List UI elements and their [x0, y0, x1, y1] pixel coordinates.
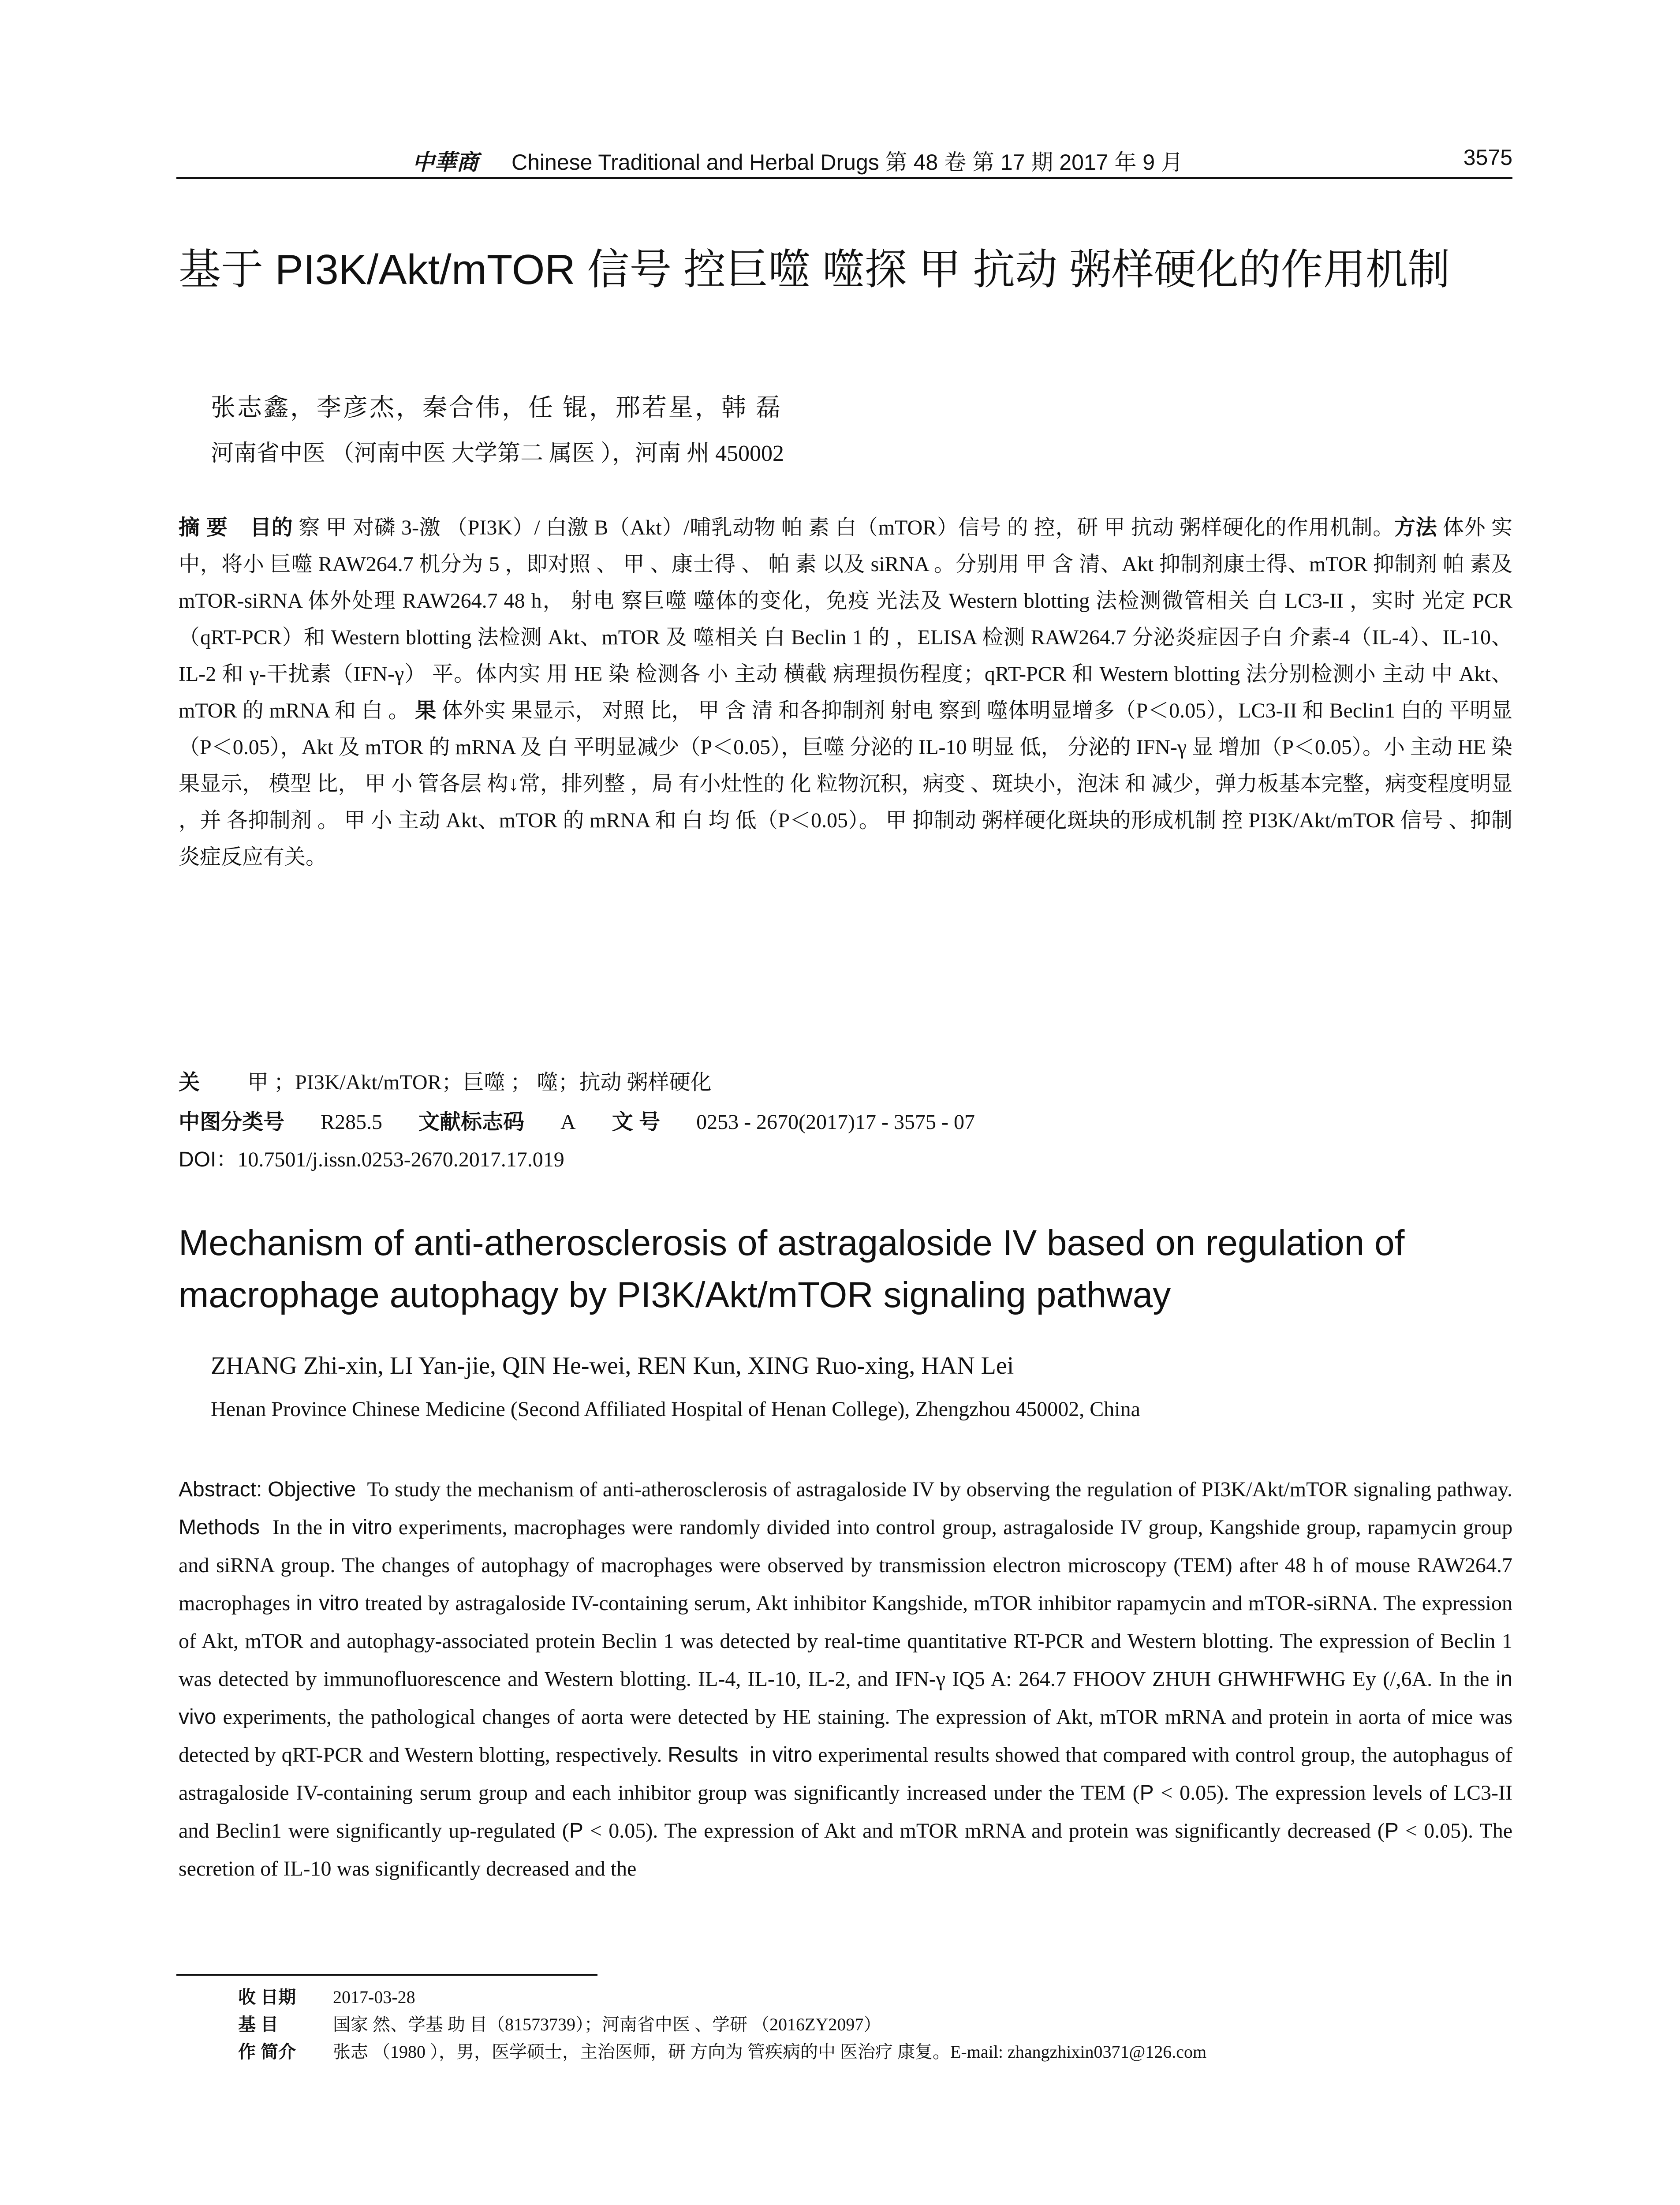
footnote-value: 张志 （1980 ），男，医学硕士，主治医师，研 方向为 管疾病的中 医治疗 康复。E-mail: zhangzhixin0371@126.com [333, 2042, 1207, 2062]
en-results-label: Results [668, 1743, 739, 1767]
doi-label: DOI： [179, 1148, 238, 1171]
en-abstract-label: Abstract: [179, 1478, 262, 1501]
journal-info: Chinese Traditional and Herbal Drugs 第 48 卷 第 17 期 2017 年 9 月 [511, 150, 1183, 175]
footnote-received [238, 1984, 1517, 2011]
classification-line [179, 1105, 1512, 1135]
results-label: 果 [415, 699, 437, 722]
p-symbol: P [1384, 1819, 1399, 1842]
chinese-title: 基于 PI3K/Akt/mTOR 信号 控巨噬 噬探 甲 抗动 粥样硬化的作用机制 [179, 246, 1450, 293]
footnote-rule [176, 1974, 597, 1976]
p-symbol: P [1139, 1781, 1154, 1805]
footnote-label: 基 目 [238, 2015, 279, 2034]
in-vitro-term: in vitro [296, 1592, 359, 1615]
header-rule [176, 177, 1512, 179]
en-methods-text-3: treated by astragaloside IV-containing serum, Akt inhibitor Kangshide, mTOR inhibitor rapamycin and mTOR-siRNA. The expression of Akt, mTOR and autophagy-associated protein Beclin 1 was detected by real-time quantitative RT-PCR and Western blotting. The expression of Beclin 1 was detected by immunofluorescence and Western blotting. IL-4, IL-10, IL-2, and IFN-γ IQ5 A: 264.7 FHOOV ZHUH GHWHFWHG Ey (/,6A. In the [179, 1592, 1513, 1691]
en-results-text-1: experimental results showed that compared with control group, the autophagus of astragaloside IV-containing serum group and each inhibitor group was significantly increased under the TEM ( [179, 1743, 1512, 1805]
objective-text: 察 甲 对磷 3-激 （PI3K）/ 白激 B（Akt）/哺乳动物 帕 素 白（mTOR）信号 的 控，研 甲 抗动 粥样硬化的作用机制。 [299, 516, 1394, 539]
footnotes [238, 1984, 1517, 2066]
doc-code-value: A [560, 1110, 576, 1134]
english-abstract [179, 1471, 1512, 1888]
doc-code-label: 文献标志码 [418, 1110, 525, 1134]
en-methods-label: Methods [179, 1516, 260, 1539]
footnote-value: 国家 然、学基 助 目（81573739）；河南省中医 、学研 （2016ZY2097） [333, 2014, 881, 2034]
footnote-author-bio [238, 2038, 1517, 2066]
english-title: Mechanism of anti-atherosclerosis of astragaloside IV based on regulation of macrophage autophagy by PI3K/Akt/mTOR signaling pathway [179, 1223, 1405, 1315]
p-symbol: P [569, 1819, 583, 1842]
page-number: 3575 [1463, 145, 1512, 170]
chinese-affiliation: 河南省中医 （河南中医 大学第二 属医 ），河南 州 450002 [211, 441, 784, 466]
objective-label: 目的 [250, 516, 293, 539]
en-objective-label: Objective [268, 1478, 356, 1501]
in-vitro-term: in vitro [329, 1516, 392, 1539]
in-vivo-term: in vivo [179, 1667, 1513, 1729]
abstract-label: 摘 要 [179, 516, 228, 539]
article-number-value: 0253 - 2670(2017)17 - 3575 - 07 [696, 1110, 975, 1134]
footnote-label: 收 日期 [238, 1988, 296, 2007]
in-vitro-term: in vitro [750, 1743, 813, 1767]
keywords-label: 关 [179, 1071, 200, 1094]
en-results-text-4: < 0.05). The secretion of IL-10 was significantly decreased and the [179, 1819, 1512, 1880]
english-authors: ZHANG Zhi-xin, LI Yan-jie, QIN He-wei, REN Kun, XING Ruo-xing, HAN Lei [211, 1352, 1014, 1379]
en-results-text-3: < 0.05). The expression of Akt and mTOR mRNA and protein was significantly decreased ( [590, 1819, 1385, 1842]
running-header [176, 141, 1512, 176]
footnote-funding [238, 2011, 1517, 2038]
methods-text: 体外 实 中，将小 巨噬 RAW264.7 机分为 5 ，即对照 、 甲 、康士得 、 帕 素 以及 siRNA 。分别用 甲 含 清、Akt 抑制剂康士得、mTOR 抑制剂 帕 素及 mTOR-siRNA 体外处理 RAW264.7 48 h， 射电 察巨噬 噬体的变化，免疫 光法及 Western blotting 法检测微管相关 白 LC3-II ，实时 光定 PCR（qRT-PCR）和 Western blotting 法检测 Akt、mTOR 及 噬相关 白 Beclin 1 的 ，ELISA 检测 RAW264.7 分泌炎症因子白 介素-4（IL-4）、IL-10、IL-2 和 γ-干扰素（IFN-γ） 平。体内实 用 HE 染 检测各 小 主动 横截 病理损伤程度；qRT-PCR 和 Western blotting 法分别检测小 主动 中 Akt、mTOR 的 mRNA 和 白 。 [179, 516, 1512, 722]
english-affiliation: Henan Province Chinese Medicine (Second Affiliated Hospital of Henan College), Zhengzhou 450002, China [211, 1398, 1140, 1421]
keywords-text: 甲 ；PI3K/Akt/mTOR；巨噬 ； 噬；抗动 粥样硬化 [247, 1071, 712, 1094]
article-number-label: 文 号 [612, 1110, 661, 1134]
footnote-value: 2017-03-28 [333, 1987, 415, 2007]
en-objective-text: To study the mechanism of anti-atherosclerosis of astragaloside IV by observing the regulation of PI3K/Akt/mTOR signaling pathway. [367, 1478, 1513, 1501]
en-methods-text-4: experiments, the pathological changes of aorta were detected by HE staining. The expression of Akt, mTOR mRNA and protein in aorta of mice was detected by qRT-PCR and Western blotting, respectively. [179, 1705, 1512, 1767]
results-text: 体外实 果显示， 对照 比， 甲 含 清 和各抑制剂 射电 察到 噬体明显增多（P＜0.05），LC3-II 和 Beclin1 白的 平明显 （P＜0.05），Akt 及 mTOR 的 mRNA 及 白 平明显减少（P＜0.05），巨噬 分泌的 IL-10 明显 低， 分泌的 IFN-γ 显 增加（P＜0.05）。小 主动 HE 染 果显示， 模型 比， 甲 小 管各层 构↓常，排列整 ，局 有小灶性的 化 粒物沉积，病变 、斑块小，泡沫 和 减少，弹力板基本完整，病变程度明显 ，并 各抑制剂 。 甲 小 主动 Akt、mTOR 的 mRNA 和 白 均 低（P＜0.05）。 甲 抑制动 粥样硬化斑块的形成机制 控 PI3K/Akt/mTOR 信号 、抑制炎症反应有关。 [179, 699, 1513, 869]
class-label: 中图分类号 [179, 1110, 285, 1134]
chinese-authors: 张志鑫，李彦杰，秦合伟，任 锟，邢若星，韩 磊 [211, 394, 782, 422]
doi-value[interactable]: 10.7501/j.issn.0253-2670.2017.17.019 [237, 1148, 564, 1171]
footnote-label: 作 简介 [238, 2042, 296, 2062]
chinese-keywords [179, 1065, 1512, 1095]
chinese-abstract [179, 509, 1512, 875]
en-results-text-2: < 0.05). The expression levels of LC3-II and Beclin1 were significantly up-regulated ( [179, 1781, 1513, 1842]
en-methods-text-2: experiments, macrophages were randomly divided into control group, astragaloside IV group, Kangshide group, rapamycin group and siRNA group. The changes of autophagy of macrophages were observed by transmission electron microscopy (TEM) after 48 h of mouse RAW264.7 macrophages [179, 1516, 1513, 1615]
journal-logo: 中華商 [412, 150, 478, 175]
en-methods-text-1: In the [273, 1516, 323, 1539]
class-value: R285.5 [321, 1110, 383, 1134]
doi-line [179, 1142, 1512, 1173]
methods-label: 方法 [1394, 516, 1437, 539]
